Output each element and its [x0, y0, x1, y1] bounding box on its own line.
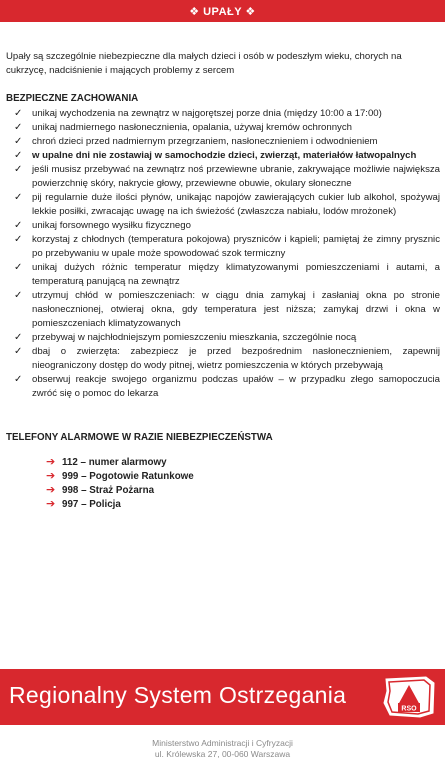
alarm-phone-item [46, 498, 194, 512]
arrow-right-icon: ➔ [46, 470, 56, 482]
ministry-name: Ministerstwo Administracji i Cyfryzacji [152, 738, 293, 748]
ministry-address [0, 738, 445, 760]
safe-behavior-item [6, 219, 440, 233]
safe-behavior-item [6, 261, 440, 289]
checkmark-icon: ✓ [14, 136, 23, 147]
alarm-phone-item [46, 456, 194, 470]
safe-behaviors-heading: BEZPIECZNE ZACHOWANIA [6, 93, 139, 104]
alarm-phone-item [46, 470, 194, 484]
checkmark-icon: ✓ [14, 290, 23, 301]
arrow-right-icon: ➔ [46, 484, 56, 496]
checkmark-icon: ✓ [14, 220, 23, 231]
safe-behavior-text: unikaj dużych różnic temperatur między klimatyzowanymi pomieszczeniami i autami, a temperaturą panującą na zewnątrz [32, 262, 440, 287]
safe-behavior-item [6, 345, 440, 373]
safe-behavior-item [6, 121, 440, 135]
safe-behavior-item [6, 373, 440, 401]
safe-behavior-item [6, 289, 440, 331]
safe-behavior-text: obserwuj reakcje swojego organizmu podczas upałów – w przypadku złego samopoczucia zwróć się o pomoc do lekarza [32, 374, 440, 399]
alarm-phone-text: 997 – Policja [62, 499, 121, 510]
alarm-phone-text: 112 – numer alarmowy [62, 457, 167, 468]
footer-title: Regionalny System Ostrzegania [9, 682, 347, 708]
checkmark-icon: ✓ [14, 164, 23, 175]
alarm-phone-item [46, 484, 194, 498]
alarm-phones-heading: TELEFONY ALARMOWE W RAZIE NIEBEZPIECZEŃSTWA [6, 432, 273, 443]
page-title: ❖ UPAŁY ❖ [189, 5, 256, 18]
intro-text: Upały są szczególnie niebezpieczne dla małych dzieci i osób w podeszłym wieku, chorych na cukrzycę, nadciśnienie i mających problemy z sercem [6, 51, 402, 76]
footer-banner [0, 669, 445, 725]
safe-behavior-text: pij regularnie duże ilości płynów, unikając napojów zawierających cukier lub alkohol, spożywaj lekkie posiłki, zwracając uwagę na ich świeżość (zwłaszcza nabiału, lodów mrożonek) [32, 192, 440, 217]
safe-behavior-text: w upalne dni nie zostawiaj w samochodzie dzieci, zwierząt, materiałów łatwopalnych [32, 150, 417, 161]
checkmark-icon: ✓ [14, 234, 23, 245]
safe-behavior-text: chroń dzieci przed nadmiernym przegrzaniem, nasłonecznieniem i odwodnieniem [32, 136, 378, 147]
rso-logo-icon [380, 673, 440, 721]
checkmark-icon: ✓ [14, 192, 23, 203]
safe-behavior-item [6, 191, 440, 219]
checkmark-icon: ✓ [14, 150, 23, 161]
safe-behavior-item [6, 233, 440, 261]
checkmark-icon: ✓ [14, 374, 23, 385]
top-banner [0, 0, 445, 22]
safe-behavior-text: jeśli musisz przebywać na zewnątrz noś przewiewne ubranie, zakrywające możliwie największa powierzchnię skóry, nakrycie głowy, przewiewne obuwie, okulary słoneczne [32, 164, 440, 189]
checkmark-icon: ✓ [14, 332, 23, 343]
rso-logo-text: RSO [401, 705, 417, 713]
safe-behavior-item [6, 107, 440, 121]
safe-behavior-text: korzystaj z chłodnych (temperatura pokojowa) pryszniców i kąpieli; pamiętaj że zimny prysznic po przebywaniu w upale może spowodować szok termiczny [32, 234, 440, 259]
arrow-right-icon: ➔ [46, 456, 56, 468]
safe-behavior-text: dbaj o zwierzęta: zabezpiecz je przed bezpośrednim nasłonecznieniem, zapewnij nieograniczony dostęp do wody pitnej, wietrz pomieszczenia w których przebywają [32, 346, 440, 371]
checkmark-icon: ✓ [14, 346, 23, 357]
arrow-right-icon: ➔ [46, 498, 56, 510]
safe-behavior-text: przebywaj w najchłodniejszym pomieszczeniu mieszkania, szczególnie nocą [32, 332, 357, 343]
checkmark-icon: ✓ [14, 262, 23, 273]
safe-behavior-text: unikaj nadmiernego nasłonecznienia, opalania, używaj kremów ochronnych [32, 122, 352, 133]
safe-behavior-text: unikaj wychodzenia na zewnątrz w najgorętszej porze dnia (między 10:00 a 17:00) [32, 108, 382, 119]
safe-behavior-text: utrzymuj chłód w pomieszczeniach: w ciągu dnia zamykaj i zasłaniaj okna po stronie nasłonecznionej, otwieraj okna, gdy temperatura jest niższa; zamykaj drzwi i okna w pomieszczeniach klimatyzowanych [32, 290, 440, 329]
safe-behavior-item [6, 331, 440, 345]
safe-behavior-item [6, 135, 440, 149]
checkmark-icon: ✓ [14, 122, 23, 133]
checkmark-icon: ✓ [14, 108, 23, 119]
safe-behavior-item [6, 149, 440, 163]
safe-behavior-text: unikaj forsownego wysiłku fizycznego [32, 220, 191, 231]
safe-behaviors-list [6, 107, 440, 401]
alarm-phone-text: 998 – Straż Pożarna [62, 485, 155, 496]
alarm-phones-list [46, 456, 194, 512]
alarm-phone-text: 999 – Pogotowie Ratunkowe [62, 471, 194, 482]
ministry-street: ul. Królewska 27, 00-060 Warszawa [154, 749, 291, 759]
safe-behavior-item [6, 163, 440, 191]
